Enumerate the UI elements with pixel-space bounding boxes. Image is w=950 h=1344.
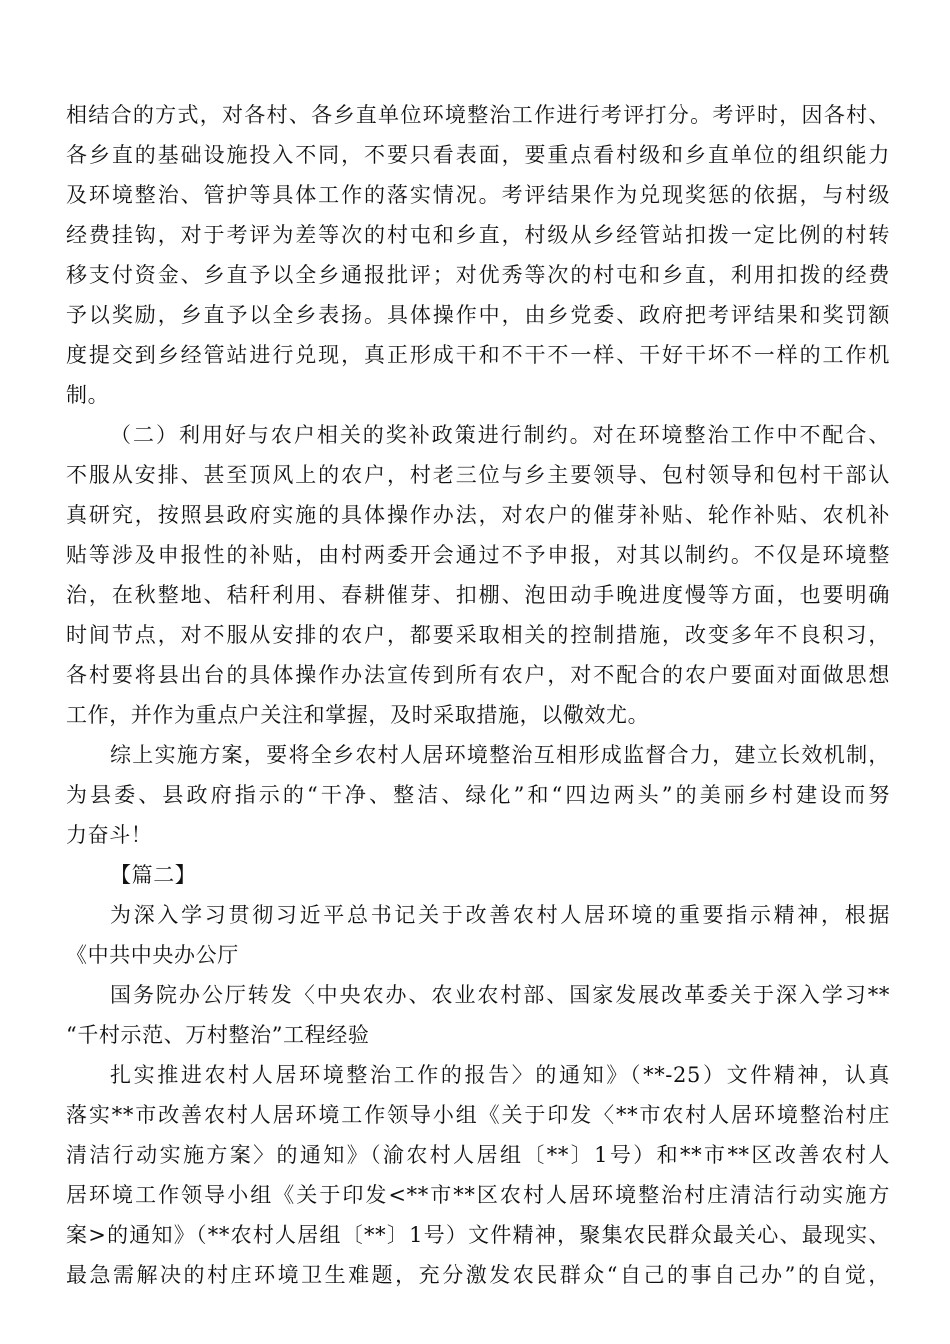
body-text-line: 国务院办公厅转发〈中央农办、农业农村部、国家发展改革委关于深入学习** xyxy=(110,983,890,1007)
body-text-line: 不服从安排、甚至顶风上的农户，村老三位与乡主要领导、包村领导和包村干部认 xyxy=(66,463,890,487)
body-text-line: 制。 xyxy=(66,383,110,407)
body-text-line: 各村要将县出台的具体操作办法宣传到所有农户，对不配合的农户要面对面做思想 xyxy=(66,663,890,687)
section-heading: 【篇二】 xyxy=(110,863,197,887)
body-text-line: 最急需解决的村庄环境卫生难题，充分激发农民群众“自己的事自己办”的自觉， xyxy=(66,1263,890,1287)
body-text-line: 工作，并作为重点户关注和掌握，及时采取措施，以儆效尤。 xyxy=(66,703,650,727)
body-text-line: 予以奖励，乡直予以全乡表扬。具体操作中，由乡党委、政府把考评结果和奖罚额 xyxy=(66,303,890,327)
body-text-line: 各乡直的基础设施投入不同，不要只看表面，要重点看村级和乡直单位的组织能力 xyxy=(66,143,890,167)
body-text-line: 落实**市改善农村人居环境工作领导小组《关于印发〈**市农村人居环境整治村庄 xyxy=(66,1103,890,1127)
body-text-line: 及环境整治、管护等具体工作的落实情况。考评结果作为兑现奖惩的依据，与村级 xyxy=(66,183,890,207)
body-text-line: 时间节点，对不服从安排的农户，都要采取相关的控制措施，改变多年不良积习， xyxy=(66,623,890,647)
body-text-line: 扎实推进农村人居环境整治工作的报告〉的通知》（**-25）文件精神，认真 xyxy=(110,1063,890,1087)
body-text-line: 为县委、县政府指示的“干净、整洁、绿化”和“四边两头”的美丽乡村建设而努 xyxy=(66,783,890,807)
body-text-line: 真研究，按照县政府实施的具体操作办法，对农户的催芽补贴、轮作补贴、农机补 xyxy=(66,503,890,527)
body-text-line: 度提交到乡经管站进行兑现，真正形成干和不干不一样、干好干坏不一样的工作机 xyxy=(66,343,890,367)
body-text-line: 居环境工作领导小组《关于印发<**市**区农村人居环境整治村庄清洁行动实施方 xyxy=(66,1183,890,1207)
body-text-line: 治，在秋整地、秸秆利用、春耕催芽、扣棚、泡田动手晚进度慢等方面，也要明确 xyxy=(66,583,890,607)
body-text-line: 清洁行动实施方案〉的通知》（渝农村人居组〔**〕1号）和**市**区改善农村人 xyxy=(66,1143,890,1167)
body-text-line: “千村示范、万村整治”工程经验 xyxy=(66,1023,370,1047)
body-text-line: 《中共中央办公厅 xyxy=(66,943,239,967)
body-text-line: 综上实施方案，要将全乡农村人居环境整治互相形成监督合力，建立长效机制， xyxy=(110,743,890,767)
body-text-line: 案>的通知》（**农村人居组〔**〕1号）文件精神，聚集农民群众最关心、最现实、 xyxy=(66,1223,890,1247)
body-text-line: 贴等涉及申报性的补贴，由村两委开会通过不予申报，对其以制约。不仅是环境整 xyxy=(66,543,890,567)
body-text-line: 为深入学习贯彻习近平总书记关于改善农村人居环境的重要指示精神，根据 xyxy=(110,903,890,927)
body-text-line: 经费挂钩，对于考评为差等次的村屯和乡直，村级从乡经管站扣拨一定比例的村转 xyxy=(66,223,890,247)
paragraph-heading-line: （二）利用好与农户相关的奖补政策进行制约。对在环境整治工作中不配合、 xyxy=(110,423,890,447)
body-text-line: 相结合的方式，对各村、各乡直单位环境整治工作进行考评打分。考评时，因各村、 xyxy=(66,103,890,127)
body-text-line: 移支付资金、乡直予以全乡通报批评；对优秀等次的村屯和乡直，利用扣拨的经费 xyxy=(66,263,890,287)
body-text-line: 力奋斗！ xyxy=(66,823,153,847)
